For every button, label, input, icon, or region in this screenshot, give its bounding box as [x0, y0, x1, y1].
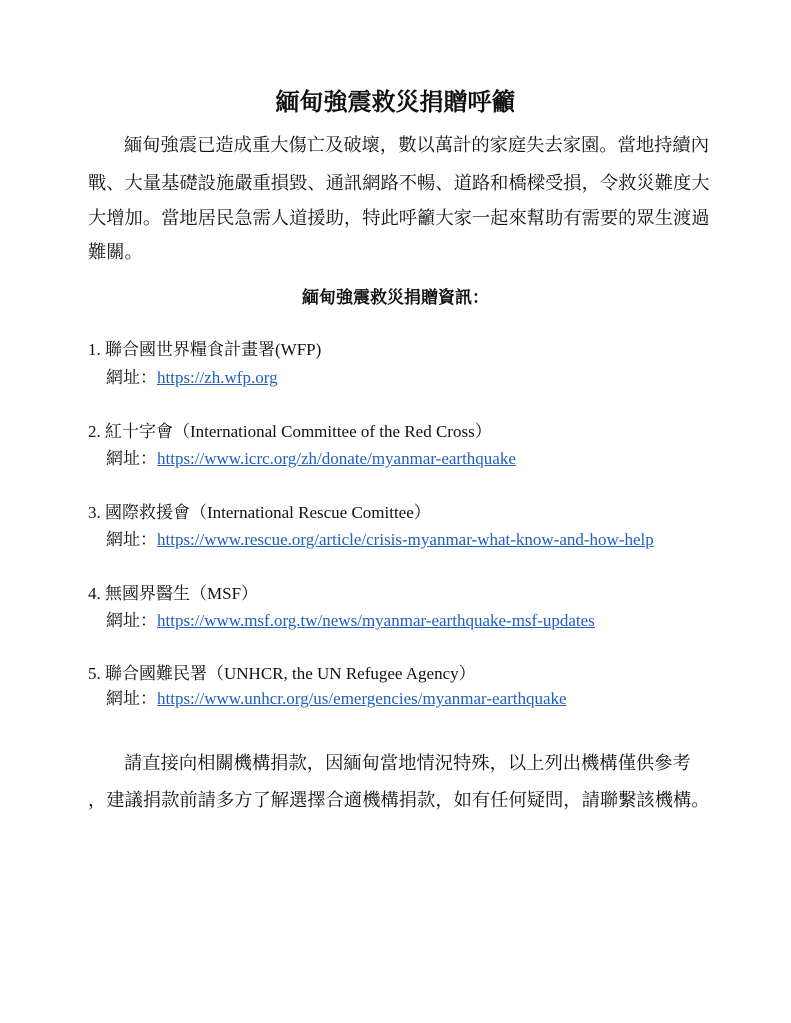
- intro-line: 難關。: [88, 242, 143, 262]
- org-name-unhcr: 5. 聯合國難民署（UNHCR, the UN Refugee Agency）: [88, 664, 476, 683]
- url-label: 網址：: [106, 449, 157, 468]
- org-name-msf: 4. 無國界醫生（MSF）: [88, 584, 259, 603]
- org-url-row: [106, 367, 278, 389]
- url-label: 網址：: [106, 368, 157, 387]
- org-name-irc: 3. 國際救援會（International Rescue Comittee）: [88, 503, 431, 522]
- intro-line: 戰、大量基礎設施嚴重損毀、通訊網路不暢、道路和橋樑受損，令救災難度大: [88, 173, 710, 193]
- org-url-row: [106, 688, 567, 710]
- url-label: 網址：: [106, 689, 157, 708]
- section-heading: 緬甸強震救災捐贈資訊：: [302, 288, 489, 307]
- page-title: 緬甸強震救災捐贈呼籲: [275, 90, 516, 116]
- org-name-icrc: 2. 紅十字會（International Committee of the Red Cross）: [88, 422, 492, 441]
- closing-line: ，建議捐款前請多方了解選擇合適機構捐款，如有任何疑問，請聯繫該機構。: [88, 790, 710, 810]
- org-name-wfp: 1. 聯合國世界糧食計畫署(WFP): [88, 340, 322, 359]
- org-url-row: [106, 610, 595, 632]
- irc-link[interactable]: https://www.rescue.org/article/crisis-myanmar-what-know-and-how-help: [157, 530, 654, 549]
- closing-line: 請直接向相關機構捐款，因緬甸當地情況特殊，以上列出機構僅供參考: [124, 753, 691, 773]
- icrc-link[interactable]: https://www.icrc.org/zh/donate/myanmar-earthquake: [157, 449, 516, 468]
- unhcr-link[interactable]: https://www.unhcr.org/us/emergencies/myanmar-earthquake: [157, 689, 567, 708]
- intro-line: 緬甸強震已造成重大傷亡及破壞，數以萬計的家庭失去家園。當地持續內: [124, 135, 709, 155]
- url-label: 網址：: [106, 530, 157, 549]
- org-url-row: [106, 448, 516, 470]
- org-url-row: [106, 529, 654, 551]
- wfp-link[interactable]: https://zh.wfp.org: [157, 368, 278, 387]
- intro-line: 大增加。當地居民急需人道援助，特此呼籲大家一起來幫助有需要的眾生渡過: [88, 208, 710, 228]
- msf-link[interactable]: https://www.msf.org.tw/news/myanmar-earthquake-msf-updates: [157, 611, 595, 630]
- url-label: 網址：: [106, 611, 157, 630]
